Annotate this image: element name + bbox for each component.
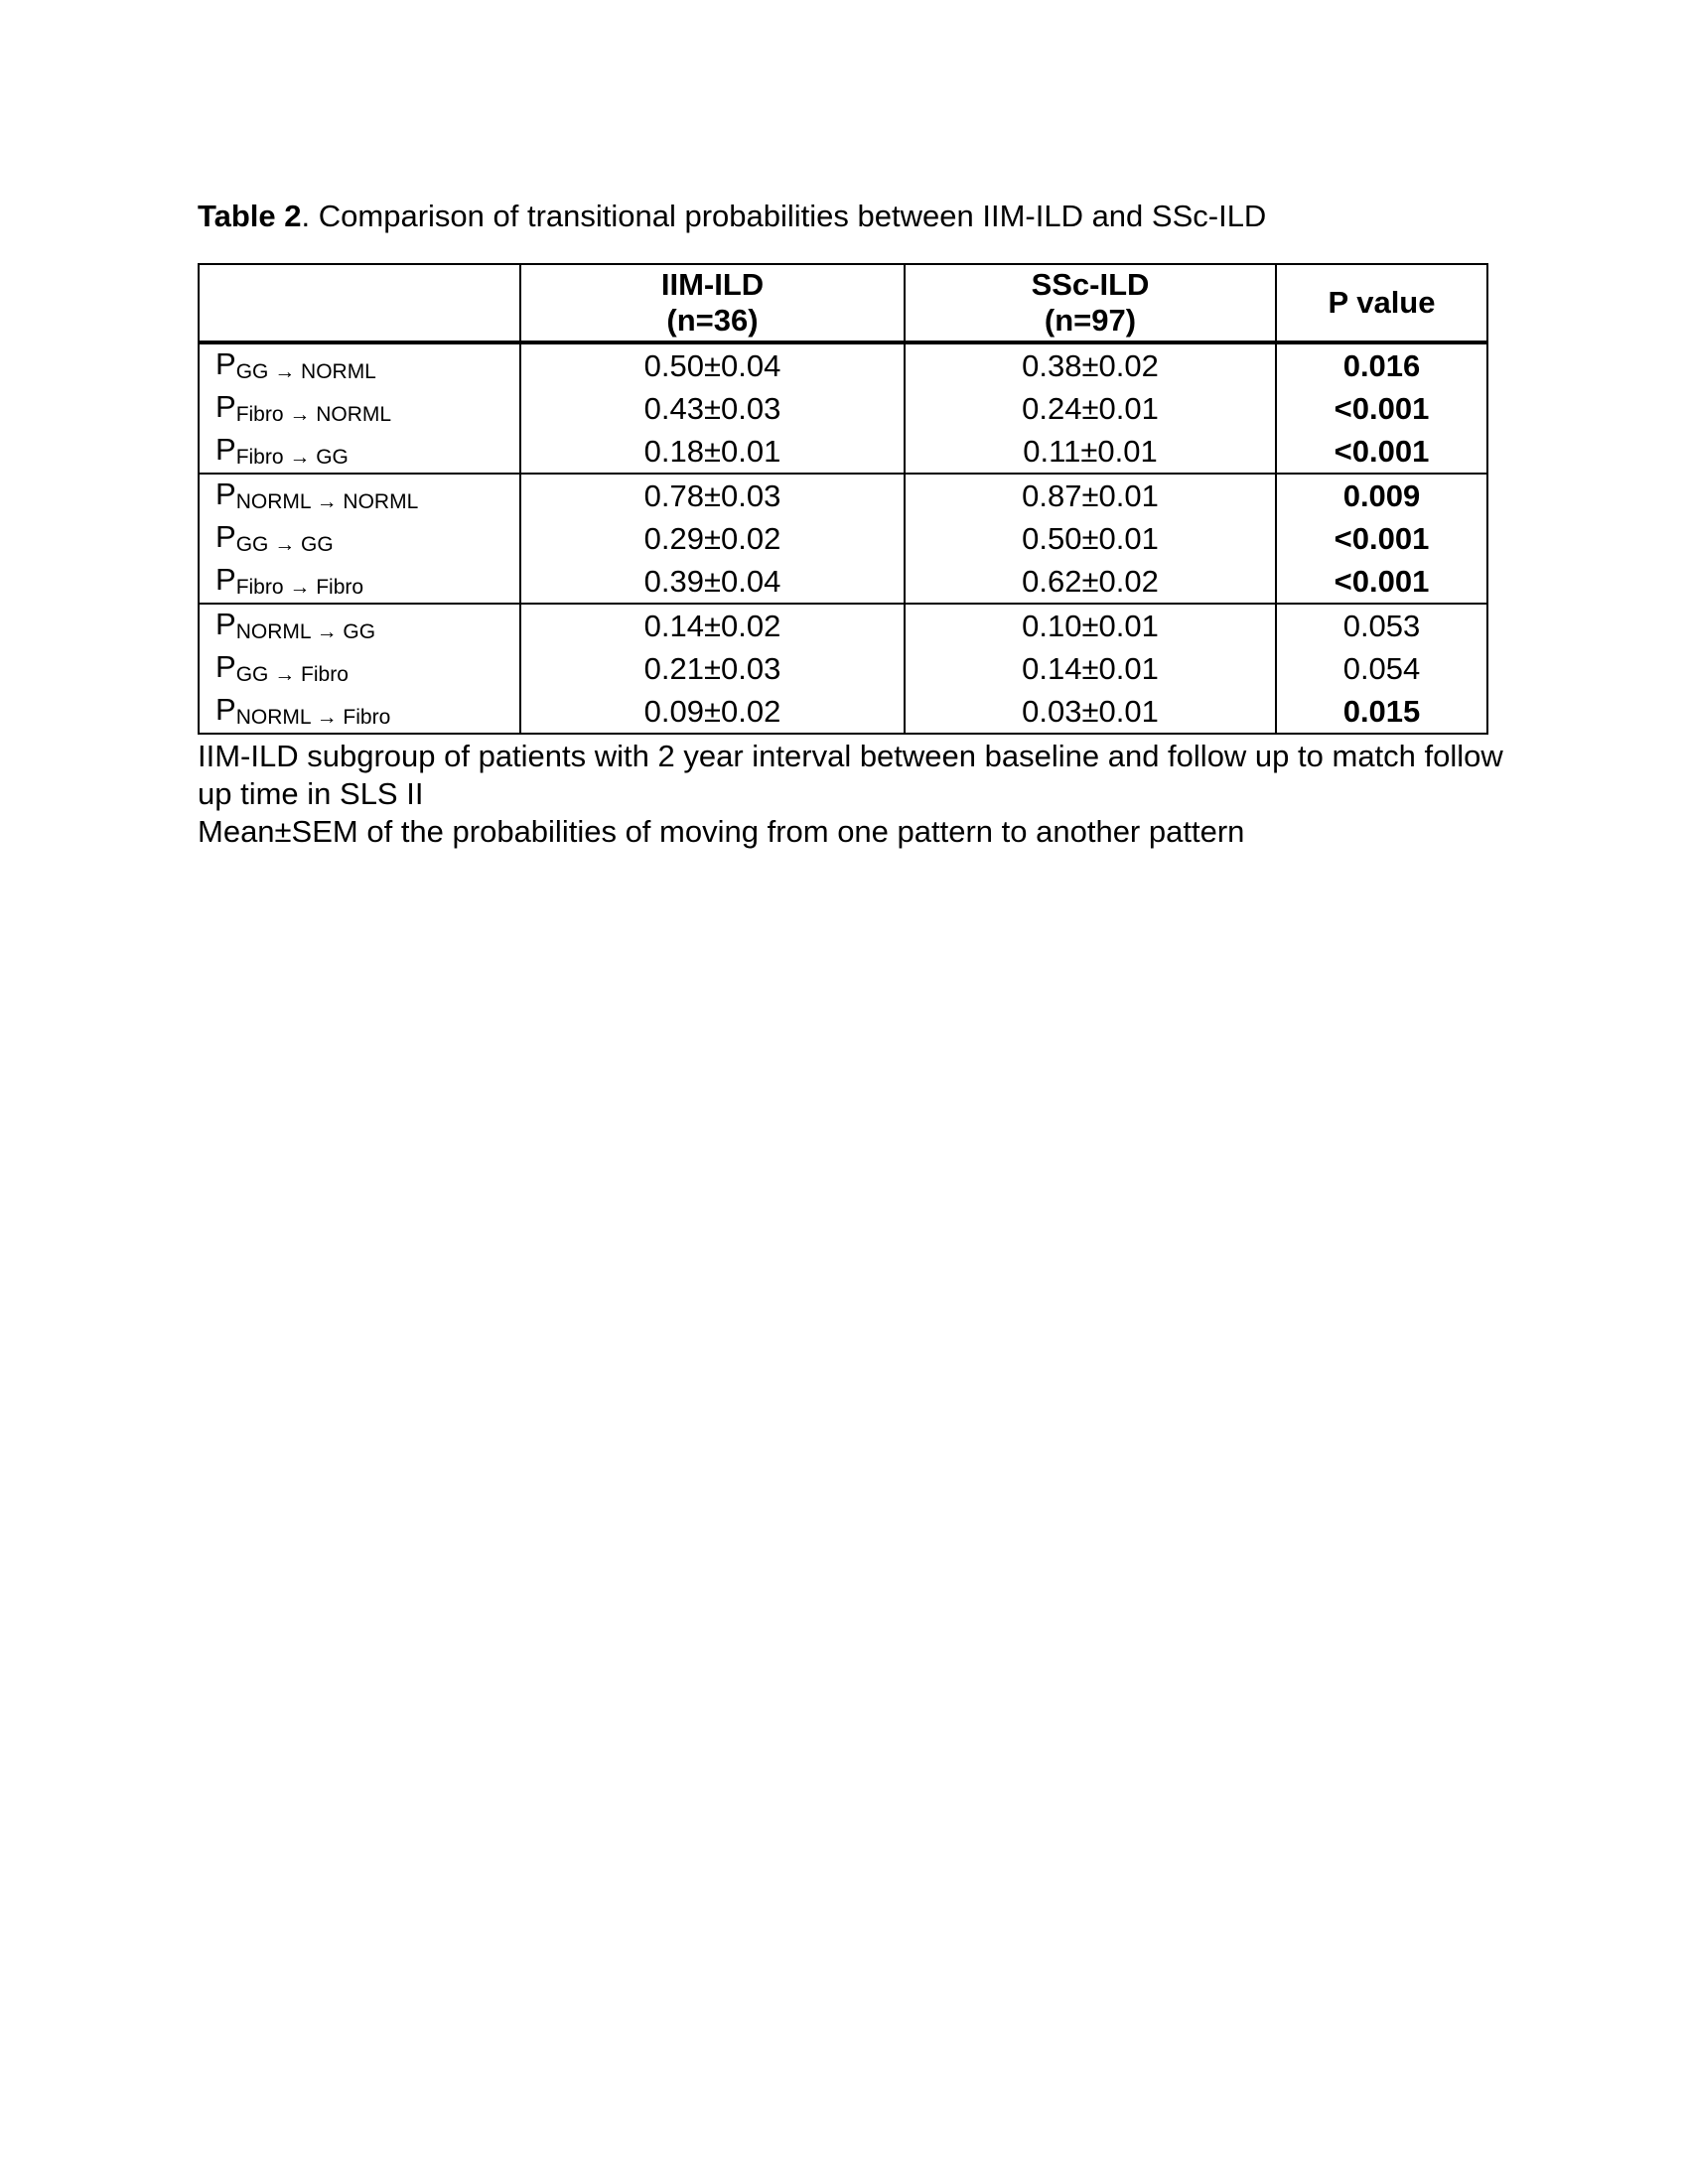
ssc-ild-value: 0.03±0.01 (905, 690, 1276, 734)
table-row (199, 474, 1487, 517)
ssc-ild-value: 0.10±0.01 (905, 604, 1276, 647)
transition-label (199, 690, 520, 734)
table-notes (198, 738, 1508, 851)
table-row (199, 430, 1487, 474)
header-ssc-ild-name: SSc-ILD (1031, 267, 1150, 302)
ssc-ild-value: 0.50±0.01 (905, 517, 1276, 560)
transition-label (199, 474, 520, 517)
header-iim-ild (520, 264, 905, 342)
note-subgroup: IIM-ILD subgroup of patients with 2 year interval between baseline and follow up to match follow up time in SLS II (198, 739, 1503, 811)
ssc-ild-value: 0.14±0.01 (905, 647, 1276, 690)
iim-ild-value: 0.09±0.02 (520, 690, 905, 734)
probability-symbol: P (215, 389, 236, 424)
probability-symbol: P (215, 649, 236, 684)
table-header-row (199, 264, 1487, 342)
probability-symbol: P (215, 432, 236, 467)
transition-label (199, 604, 520, 647)
probability-symbol: P (215, 477, 236, 511)
p-value: 0.016 (1276, 342, 1487, 387)
header-ssc-ild-n: (n=97) (1044, 303, 1137, 338)
ssc-ild-value: 0.38±0.02 (905, 342, 1276, 387)
p-value: <0.001 (1276, 430, 1487, 474)
table-row (199, 560, 1487, 604)
table-title-label: Table 2 (198, 199, 302, 233)
ssc-ild-value: 0.11±0.01 (905, 430, 1276, 474)
transition-subscript: Fibro → NORML (235, 403, 392, 426)
transition-subscript: GG → NORML (235, 360, 376, 383)
note-mean-sem: Mean±SEM of the probabilities of moving from one pattern to another pattern (198, 814, 1245, 849)
p-value: 0.054 (1276, 647, 1487, 690)
p-value: 0.009 (1276, 474, 1487, 517)
transition-label (199, 647, 520, 690)
transition-subscript: NORML → GG (235, 620, 376, 643)
iim-ild-value: 0.39±0.04 (520, 560, 905, 604)
iim-ild-value: 0.50±0.04 (520, 342, 905, 387)
transition-label (199, 342, 520, 387)
transition-subscript: Fibro → GG (235, 446, 349, 469)
p-value: 0.015 (1276, 690, 1487, 734)
table-title-text: . Comparison of transitional probabilities between IIM-ILD and SSc-ILD (301, 199, 1267, 233)
transition-subscript: NORML → Fibro (235, 706, 391, 729)
probability-symbol: P (215, 692, 236, 727)
transition-label (199, 560, 520, 604)
iim-ild-value: 0.21±0.03 (520, 647, 905, 690)
header-ssc-ild (905, 264, 1276, 342)
table-row (199, 517, 1487, 560)
header-empty (199, 264, 520, 342)
iim-ild-value: 0.29±0.02 (520, 517, 905, 560)
probability-symbol: P (215, 607, 236, 641)
transition-subscript: Fibro → Fibro (235, 576, 364, 599)
ssc-ild-value: 0.87±0.01 (905, 474, 1276, 517)
transition-label (199, 387, 520, 430)
table-row (199, 387, 1487, 430)
iim-ild-value: 0.14±0.02 (520, 604, 905, 647)
p-value: 0.053 (1276, 604, 1487, 647)
header-iim-ild-name: IIM-ILD (660, 267, 765, 302)
header-p-value (1276, 264, 1487, 342)
iim-ild-value: 0.78±0.03 (520, 474, 905, 517)
probability-symbol: P (215, 519, 236, 554)
table-body (199, 342, 1487, 734)
p-value: <0.001 (1276, 517, 1487, 560)
table-row (199, 342, 1487, 387)
transition-subscript: NORML → NORML (235, 490, 419, 513)
header-p-value-label: P value (1328, 285, 1436, 320)
transition-subscript: GG → GG (235, 533, 334, 556)
table-row (199, 604, 1487, 647)
transition-label (199, 517, 520, 560)
probability-symbol: P (215, 562, 236, 597)
ssc-ild-value: 0.24±0.01 (905, 387, 1276, 430)
iim-ild-value: 0.18±0.01 (520, 430, 905, 474)
ssc-ild-value: 0.62±0.02 (905, 560, 1276, 604)
table-title (198, 197, 1266, 236)
transition-subscript: GG → Fibro (235, 663, 349, 686)
probability-table (198, 263, 1488, 735)
probability-symbol: P (215, 346, 236, 381)
table-row (199, 690, 1487, 734)
iim-ild-value: 0.43±0.03 (520, 387, 905, 430)
p-value: <0.001 (1276, 560, 1487, 604)
header-iim-ild-n: (n=36) (666, 303, 759, 338)
p-value: <0.001 (1276, 387, 1487, 430)
table-row (199, 647, 1487, 690)
transition-label (199, 430, 520, 474)
